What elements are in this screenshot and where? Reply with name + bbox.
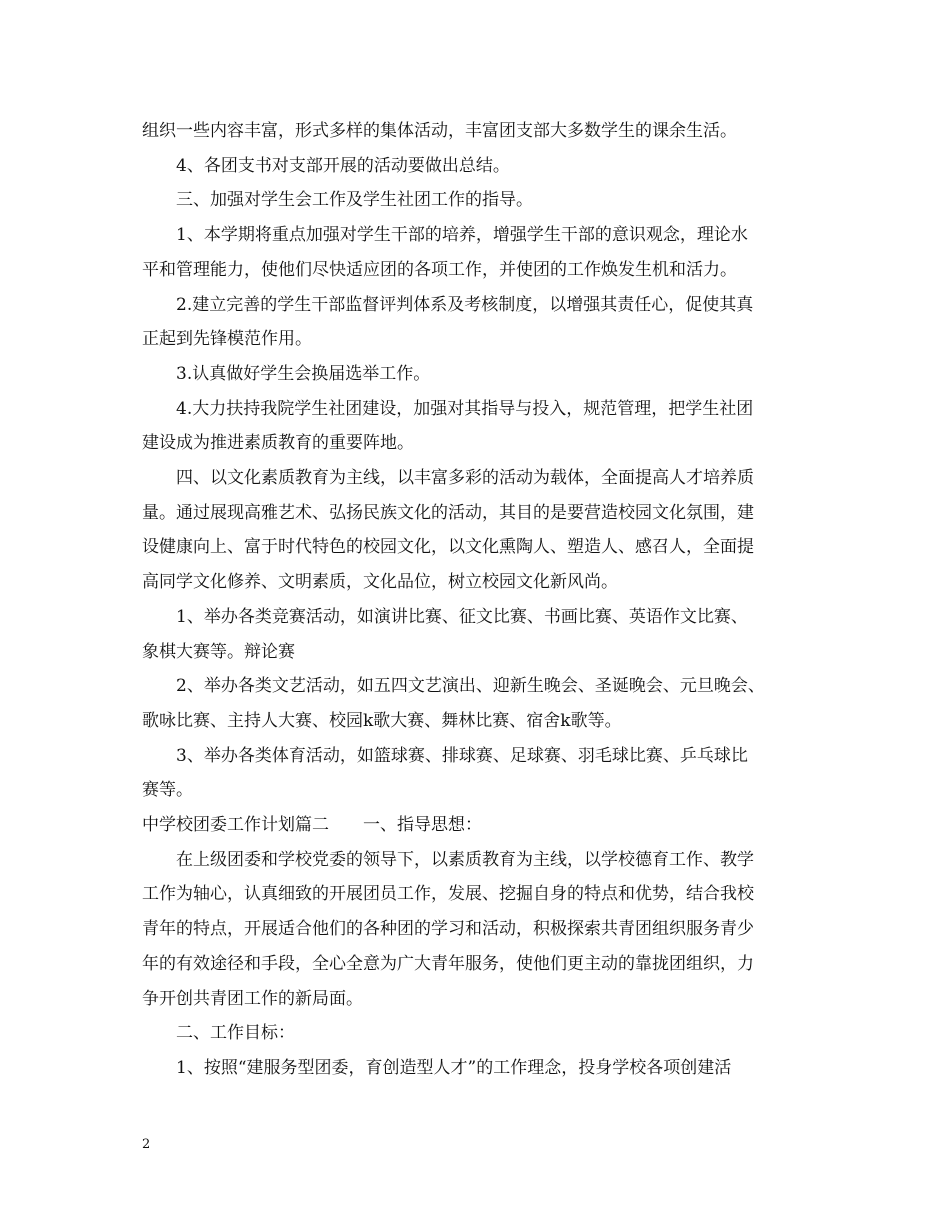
text-line: 青年的特点，开展适合他们的各种团的学习和活动，积极探索共青团组织服务青少 <box>142 919 754 940</box>
text-line: 3.认真做好学生会换届选举工作。 <box>142 363 431 384</box>
text-line: 在上级团委和学校党委的领导下，以素质教育为主线，以学校德育工作、教学 <box>142 849 754 870</box>
text-line: 4.大力扶持我院学生社团建设，加强对其指导与投入，规范管理，把学生社团 <box>142 398 754 419</box>
text-line: 4、各团支书对支部开展的活动要做出总结。 <box>142 155 510 176</box>
document-body <box>142 114 822 1086</box>
text-line: 工作为轴心，认真细致的开展团员工作，发展、挖掘自身的特点和优势，结合我校 <box>142 884 754 905</box>
text-line: 三、加强对学生会工作及学生社团工作的指导。 <box>142 190 533 211</box>
text-line: 2.建立完善的学生干部监督评判体系及考核制度，以增强其责任心，促使其真 <box>142 294 754 315</box>
text-line: 2、举办各类文艺活动，如五四文艺演出、迎新生晚会、圣诞晚会、元旦晚会、 <box>142 676 765 697</box>
text-line: 1、本学期将重点加强对学生干部的培养，增强学生干部的意识观念，理论水 <box>142 225 748 246</box>
text-line: 建设成为推进素质教育的重要阵地。 <box>142 433 414 454</box>
text-line: 量。通过展现高雅艺术、弘扬民族文化的活动，其目的是要营造校园文化氛围，建 <box>142 502 754 523</box>
text-line: 高同学文化修养、文明素质，文化品位，树立校园文化新风尚。 <box>142 572 618 593</box>
text-line: 赛等。 <box>142 780 193 801</box>
text-line: 歌咏比赛、主持人大赛、校园k歌大赛、舞林比赛、宿舍k歌等。 <box>142 710 622 731</box>
section-heading-line: 中学校团委工作计划篇二 一、指导思想： <box>142 815 482 836</box>
text-line: 象棋大赛等。辩论赛 <box>142 641 295 662</box>
text-line: 1、举办各类竞赛活动，如演讲比赛、征文比赛、书画比赛、英语作文比赛、 <box>142 606 748 627</box>
text-line: 组织一些内容丰富，形式多样的集体活动，丰富团支部大多数学生的课余生活。 <box>142 121 737 141</box>
text-line: 四、以文化素质教育为主线，以丰富多彩的活动为载体，全面提高人才培养质 <box>142 468 754 489</box>
text-line: 二、工作目标： <box>142 1023 295 1044</box>
page-number: 2 <box>142 1137 151 1152</box>
text-line: 3、举办各类体育活动，如篮球赛、排球赛、足球赛、羽毛球比赛、乒乓球比 <box>142 745 748 766</box>
text-line: 正起到先锋模范作用。 <box>142 329 312 350</box>
text-line: 平和管理能力，使他们尽快适应团的各项工作，并使团的工作焕发生机和活力。 <box>142 259 737 280</box>
text-line: 1、按照“建服务型团委，育创造型人才”的工作理念，投身学校各项创建活 <box>142 1057 732 1078</box>
text-line: 争开创共青团工作的新局面。 <box>142 988 363 1009</box>
text-line: 年的有效途径和手段，全心全意为广大青年服务，使他们更主动的靠拢团组织，力 <box>142 953 754 974</box>
text-line: 设健康向上、富于时代特色的校园文化，以文化熏陶人、塑造人、感召人，全面提 <box>142 537 754 558</box>
